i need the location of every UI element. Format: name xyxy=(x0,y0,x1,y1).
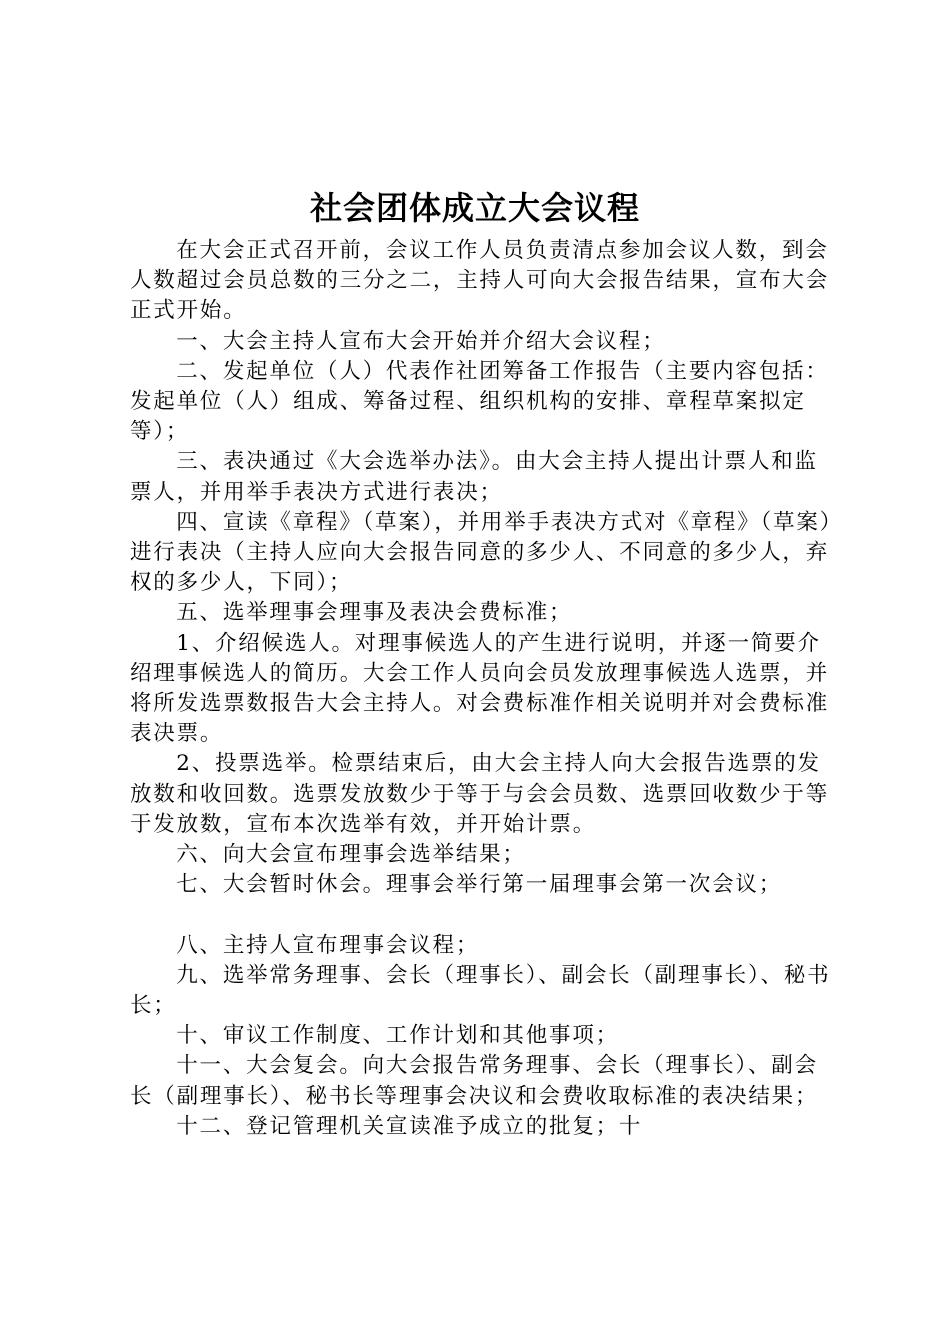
paragraph-item-5: 五、选举理事会理事及表决会费标准； xyxy=(176,600,573,626)
paragraph-item-12: 十二、登记管理机关宣读准予成立的批复；十 xyxy=(176,1113,643,1139)
paragraph-item-5-1: 1、介绍候选人。对理事候选人的产生进行说明，并逐一简要介绍理事候选人的简历。大会工作人员向会员发放理事候选人选票，并将所发选票数报告大会主持人。对会费标准作相关说明并对会费标准表决票。 xyxy=(130,630,830,747)
document-title: 社会团体成立大会议程 xyxy=(309,189,640,227)
paragraph-item-11: 十一、大会复会。向大会报告常务理事、会长（理事长）、副会长（副理事长）、秘书长等理事会决议和会费收取标准的表决结果； xyxy=(130,1053,819,1109)
document-body xyxy=(130,236,840,1142)
paragraph-item-4: 四、宣读《章程》（草案），并用举手表决方式对《章程》（草案）进行表决（主持人应向大会报告同意的多少人、不同意的多少人，弃权的多少人，下同）； xyxy=(130,509,833,596)
paragraph-item-3: 三、表决通过《大会选举办法》。由大会主持人提出计票人和监票人，并用举手表决方式进行表决； xyxy=(130,449,818,505)
paragraph-item-5-2: 2、投票选举。检票结束后，由大会主持人向大会报告选票的发放数和收回数。选票发放数少于等于与会会员数、选票回收数少于等于发放数，宣布本次选举有效，并开始计票。 xyxy=(130,751,830,837)
paragraph-item-10: 十、审议工作制度、工作计划和其他事项； xyxy=(176,1023,619,1049)
paragraph-item-8: 八、主持人宣布理事会议程； xyxy=(176,932,480,958)
paragraph-item-9: 九、选举常务理事、会长（理事长）、副会长（副理事长）、秘书长； xyxy=(130,962,831,1019)
paragraph-item-1: 一、大会主持人宣布大会开始并介绍大会议程； xyxy=(176,328,666,354)
paragraph-item-7: 七、大会暂时休会。理事会举行第一届理事会第一次会议； xyxy=(176,872,783,898)
paragraph-blank xyxy=(130,900,840,930)
paragraph-item-6: 六、向大会宣布理事会选举结果； xyxy=(176,842,526,868)
paragraph-intro: 在大会正式召开前，会议工作人员负责清点参加会议人数，到会人数超过会员总数的三分之二，主持人可向大会报告结果，宣布大会正式开始。 xyxy=(130,238,830,324)
paragraph-item-2: 二、发起单位（人）代表作社团筹备工作报告（主要内容包括：发起单位（人）组成、筹备过程、组织机构的安排、章程草案拟定等）； xyxy=(130,358,829,445)
